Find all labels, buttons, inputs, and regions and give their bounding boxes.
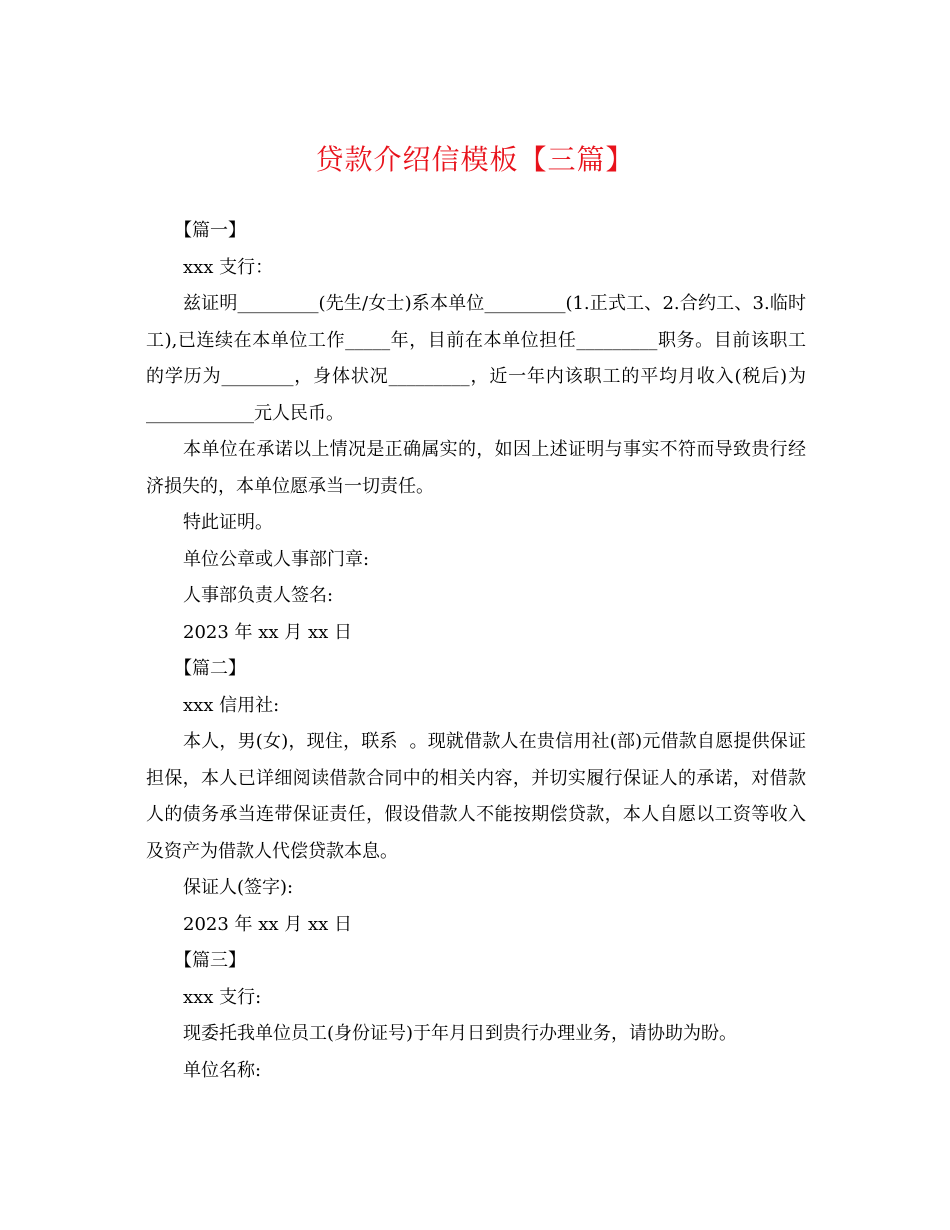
section3-salutation: xxx 支行: [183,986,262,1008]
section2-signature-line: 保证人(签字): [183,877,294,898]
section2-date: 2023 年 xx 月 xx 日 [183,913,353,935]
section1-closing: 特此证明。 [183,512,273,533]
section1-seal-line: 单位公章或人事部门章: [183,548,370,570]
section1-paragraph2: 本单位在承诺以上情况是正确属实的，如因上述证明与事实不符而导致贵行经济损失的，本单位愿承当一切责任。 [146,439,806,497]
section2-paragraph1: 本人，男(女)，现住，联系 。现就借款人在贵信用社(部)元借款自愿提供保证担保，本人已详细阅读借款合同中的相关内容，并切实履行保证人的承诺，对借款人的债务承当连带保证责任，假设借款人不能按期偿贷款，本人自愿以工资等收入及资产为借款人代偿贷款本息。 [146,731,806,862]
section1-date: 2023 年 xx 月 xx 日 [183,621,353,643]
section3-heading: 【篇三】 [174,950,246,971]
section3-paragraph1: 现委托我单位员工(身份证号)于年月日到贵行办理业务，请协助为盼。 [183,1023,738,1044]
section1-paragraph1: 兹证明_________(先生/女士)系本单位_________(1.正式工、2.合约工、3.临时工),已连续在本单位工作_____年，目前在本单位担任_________职务。目前该职工的学历为________，身体状况_________，近一年内该职工的平均月收入(税后)为____________元人民币。 [146,293,806,424]
document-title: 贷款介绍信模板【三篇】 [315,143,635,176]
section1-salutation: xxx 支行： [183,256,274,278]
section2-salutation: xxx 信用社: [183,694,280,716]
section3-unit-name-line: 单位名称: [183,1059,262,1081]
section1-signature-line: 人事部负责人签名: [183,585,334,606]
section2-heading: 【篇二】 [174,658,246,679]
document-body [146,213,806,1089]
section1-heading: 【篇一】 [174,220,246,241]
